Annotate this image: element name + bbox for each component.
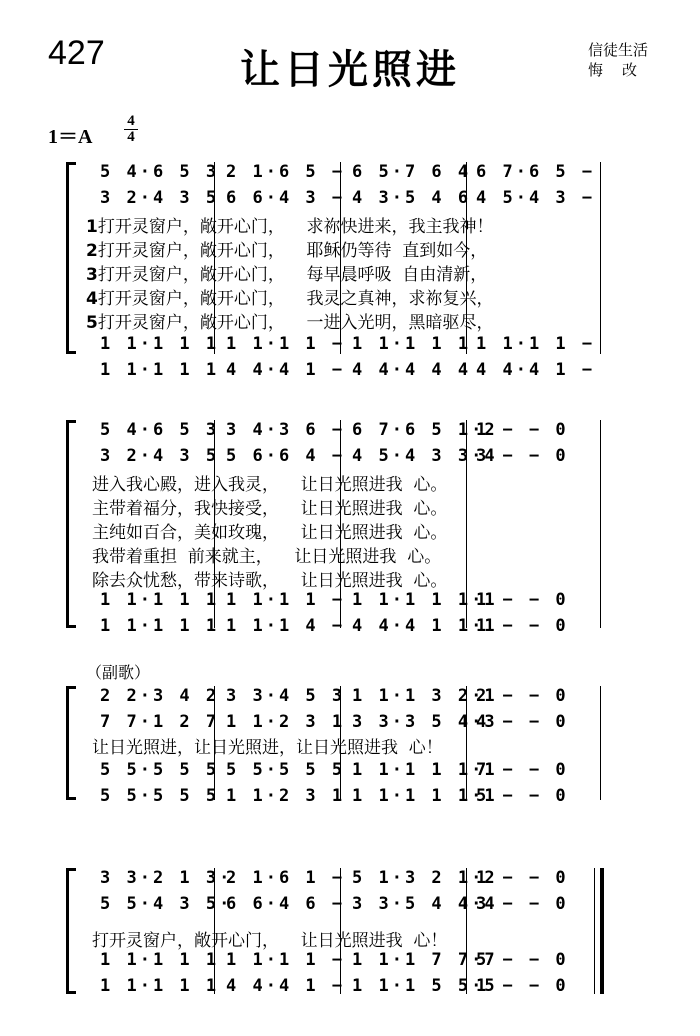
measure-notes: 6 7·6 5 1·2: [352, 420, 498, 440]
final-barline: [600, 686, 601, 800]
measure-notes: 1 1·1 1 1: [352, 334, 472, 354]
measure-notes: 5 5·4 3 5·: [100, 894, 233, 914]
verse-number: 1: [86, 217, 98, 237]
final-barline: [600, 420, 601, 628]
measure-notes: 5 6·6 4 −: [226, 446, 346, 466]
measure-notes: 1 1·1 1 1: [100, 976, 220, 996]
measure-notes: 4 4·4 4 4: [352, 360, 472, 380]
lyric-line: [92, 733, 443, 758]
measure-notes: 1 1·2 3 1: [226, 786, 346, 806]
verse-number: 4: [86, 289, 98, 309]
system-bracket: [66, 686, 78, 800]
measure-notes: 3 3·2 1 3·: [100, 868, 233, 888]
lyric-line: [86, 212, 494, 237]
measure-notes: 5 5·5 5 5: [100, 786, 220, 806]
lyric-line: [92, 470, 448, 495]
measure-notes: 1 1·1 1 1·1: [352, 760, 498, 780]
measure-notes: 3 4·3 6 −: [226, 420, 346, 440]
lyric-line: [92, 518, 448, 543]
measure-notes: 7 7·1 2 7: [100, 712, 220, 732]
measure-notes: 1 1·1 1 1: [100, 360, 220, 380]
hymn-title: 让日光照进: [240, 47, 460, 93]
time-bottom: 4: [127, 129, 135, 145]
system-bracket: [66, 868, 78, 994]
measure-notes: 1 1·1 1 1: [100, 950, 220, 970]
chorus-label: （副歌）: [86, 663, 151, 682]
credit-category: 悔 改: [587, 61, 638, 79]
measure-notes: 5 − − 0: [476, 786, 569, 806]
lyric-line: [92, 494, 448, 519]
measure-notes: 1 1·1 1 1·1: [352, 590, 498, 610]
final-barline-thin: [594, 868, 595, 994]
measure-notes: 2 1·6 1 −: [226, 868, 346, 888]
lyric-text: 主带着福分，我快接受， 让日光照进我 心。: [92, 499, 448, 519]
measure-notes: 3 − − 0: [476, 446, 569, 466]
measure-notes: 5 − − 0: [476, 950, 569, 970]
measure-notes: 1 1·1 1 −: [226, 334, 346, 354]
verse-number: 3: [86, 265, 98, 285]
lyric-text: 打开灵窗户，敞开心门， 一进入光明，黑暗驱尽，: [97, 313, 494, 333]
system-1: [66, 162, 606, 380]
lyric-line: [86, 260, 488, 285]
lyric-line: [92, 566, 448, 591]
measure-notes: 1 1·1 1 1·1: [352, 786, 498, 806]
lyric-line: [92, 926, 448, 951]
measure-notes: 1 1·1 1 −: [226, 950, 346, 970]
measure-notes: 3 2·4 3 5: [100, 446, 220, 466]
measure-notes: 4 5·4 3 3·4: [352, 446, 498, 466]
measure-notes: 3 − − 0: [476, 894, 569, 914]
measure-notes: 1 1·1 1 −: [226, 590, 346, 610]
time-signature: [124, 114, 138, 145]
measure-notes: 3 2·4 3 5: [100, 188, 220, 208]
measure-notes: 6 6·4 3 −: [226, 188, 346, 208]
measure-notes: 4 4·4 1 −: [226, 976, 346, 996]
measure-notes: 2 2·3 4 2: [100, 686, 220, 706]
measure-notes: 6 6·4 6 −: [226, 894, 346, 914]
lyric-text: 打开灵窗户，敞开心门， 耶稣仍等待 直到如今，: [97, 241, 488, 261]
credits: [588, 40, 648, 80]
measure-notes: 2 1·6 5 −: [226, 162, 346, 182]
measure-notes: 6 7·6 5 −: [476, 162, 596, 182]
lyric-line: [86, 308, 494, 333]
hymn-number: 427: [48, 34, 105, 72]
measure-notes: 3 3·3 5 4·3: [352, 712, 498, 732]
verse-number: 5: [86, 313, 98, 333]
lyric-text: 让日光照进，让日光照进，让日光照进我 心！: [92, 738, 443, 758]
measure-notes: 3 3·4 5 3: [226, 686, 346, 706]
system-2: [66, 420, 606, 636]
measure-notes: 3 3·5 4 4·4: [352, 894, 498, 914]
measure-notes: 4 − − 0: [476, 712, 569, 732]
credit-source: 信徒生活: [587, 41, 648, 59]
measure-notes: 1 1·1 7 7·7: [352, 950, 498, 970]
lyric-text: 打开灵窗户，敞开心门， 让日光照进我 心！: [92, 931, 448, 951]
measure-notes: 4 5·4 3 −: [476, 188, 596, 208]
lyric-text: 我带着重担 前来就主， 让日光照进我 心。: [92, 547, 442, 567]
measure-notes: 5 1·3 2 1·2: [352, 868, 498, 888]
lyric-text: 主纯如百合，美如玫瑰， 让日光照进我 心。: [92, 523, 448, 543]
lyric-line: [92, 542, 442, 567]
measure-notes: 4 4·4 1 −: [226, 360, 346, 380]
system-3: [66, 686, 606, 806]
measure-notes: 1 − − 0: [476, 590, 569, 610]
measure-notes: 1 1·1 3 2·1: [352, 686, 498, 706]
measure-notes: 1 − − 0: [476, 868, 569, 888]
lyric-line: [86, 236, 488, 261]
measure-notes: 1 1·1 1 −: [476, 334, 596, 354]
measure-notes: 7 − − 0: [476, 760, 569, 780]
measure-notes: 1 − − 0: [476, 976, 569, 996]
lyric-text: 打开灵窗户，敞开心门， 我灵之真神，求祢复兴，: [97, 289, 494, 309]
measure-notes: 1 1·1 1 1: [100, 590, 220, 610]
measure-notes: 2 − − 0: [476, 686, 569, 706]
measure-notes: 1 1·1 1 1: [100, 616, 220, 636]
measure-notes: 6 5·7 6 4: [352, 162, 472, 182]
key-signature: 1＝A: [48, 126, 93, 148]
measure-notes: 5 4·6 5 3: [100, 420, 220, 440]
measure-notes: 1 1·1 5 5·5: [352, 976, 498, 996]
measure-notes: 5 5·5 5 5: [100, 760, 220, 780]
time-top: 4: [127, 113, 135, 129]
system-bracket: [66, 162, 78, 354]
measure-notes: 4 4·4 1 −: [476, 360, 596, 380]
lyric-text: 进入我心殿，进入我灵， 让日光照进我 心。: [92, 475, 448, 495]
measure-notes: 1 − − 0: [476, 616, 569, 636]
measure-notes: 1 1·1 1 1: [100, 334, 220, 354]
measure-notes: 1 1·2 3 1: [226, 712, 346, 732]
measure-notes: 1 − − 0: [476, 420, 569, 440]
lyric-text: 打开灵窗户，敞开心门， 每早晨呼吸 自由清新，: [97, 265, 488, 285]
lyric-text: 打开灵窗户，敞开心门， 求祢快进来，我主我神！: [97, 217, 494, 237]
measure-notes: 1 1·1 4 −: [226, 616, 346, 636]
system-bracket: [66, 420, 78, 628]
lyric-line: [86, 284, 494, 309]
measure-notes: 4 3·5 4 6: [352, 188, 472, 208]
measure-notes: 5 4·6 5 3: [100, 162, 220, 182]
final-barline: [600, 868, 604, 994]
final-barline: [600, 162, 601, 354]
measure-notes: 5 5·5 5 5: [226, 760, 346, 780]
lyric-text: 除去众忧愁，带来诗歌， 让日光照进我 心。: [92, 571, 448, 591]
verse-number: 2: [86, 241, 98, 261]
system-4: [66, 868, 606, 994]
measure-notes: 4 4·4 1 1·1: [352, 616, 498, 636]
